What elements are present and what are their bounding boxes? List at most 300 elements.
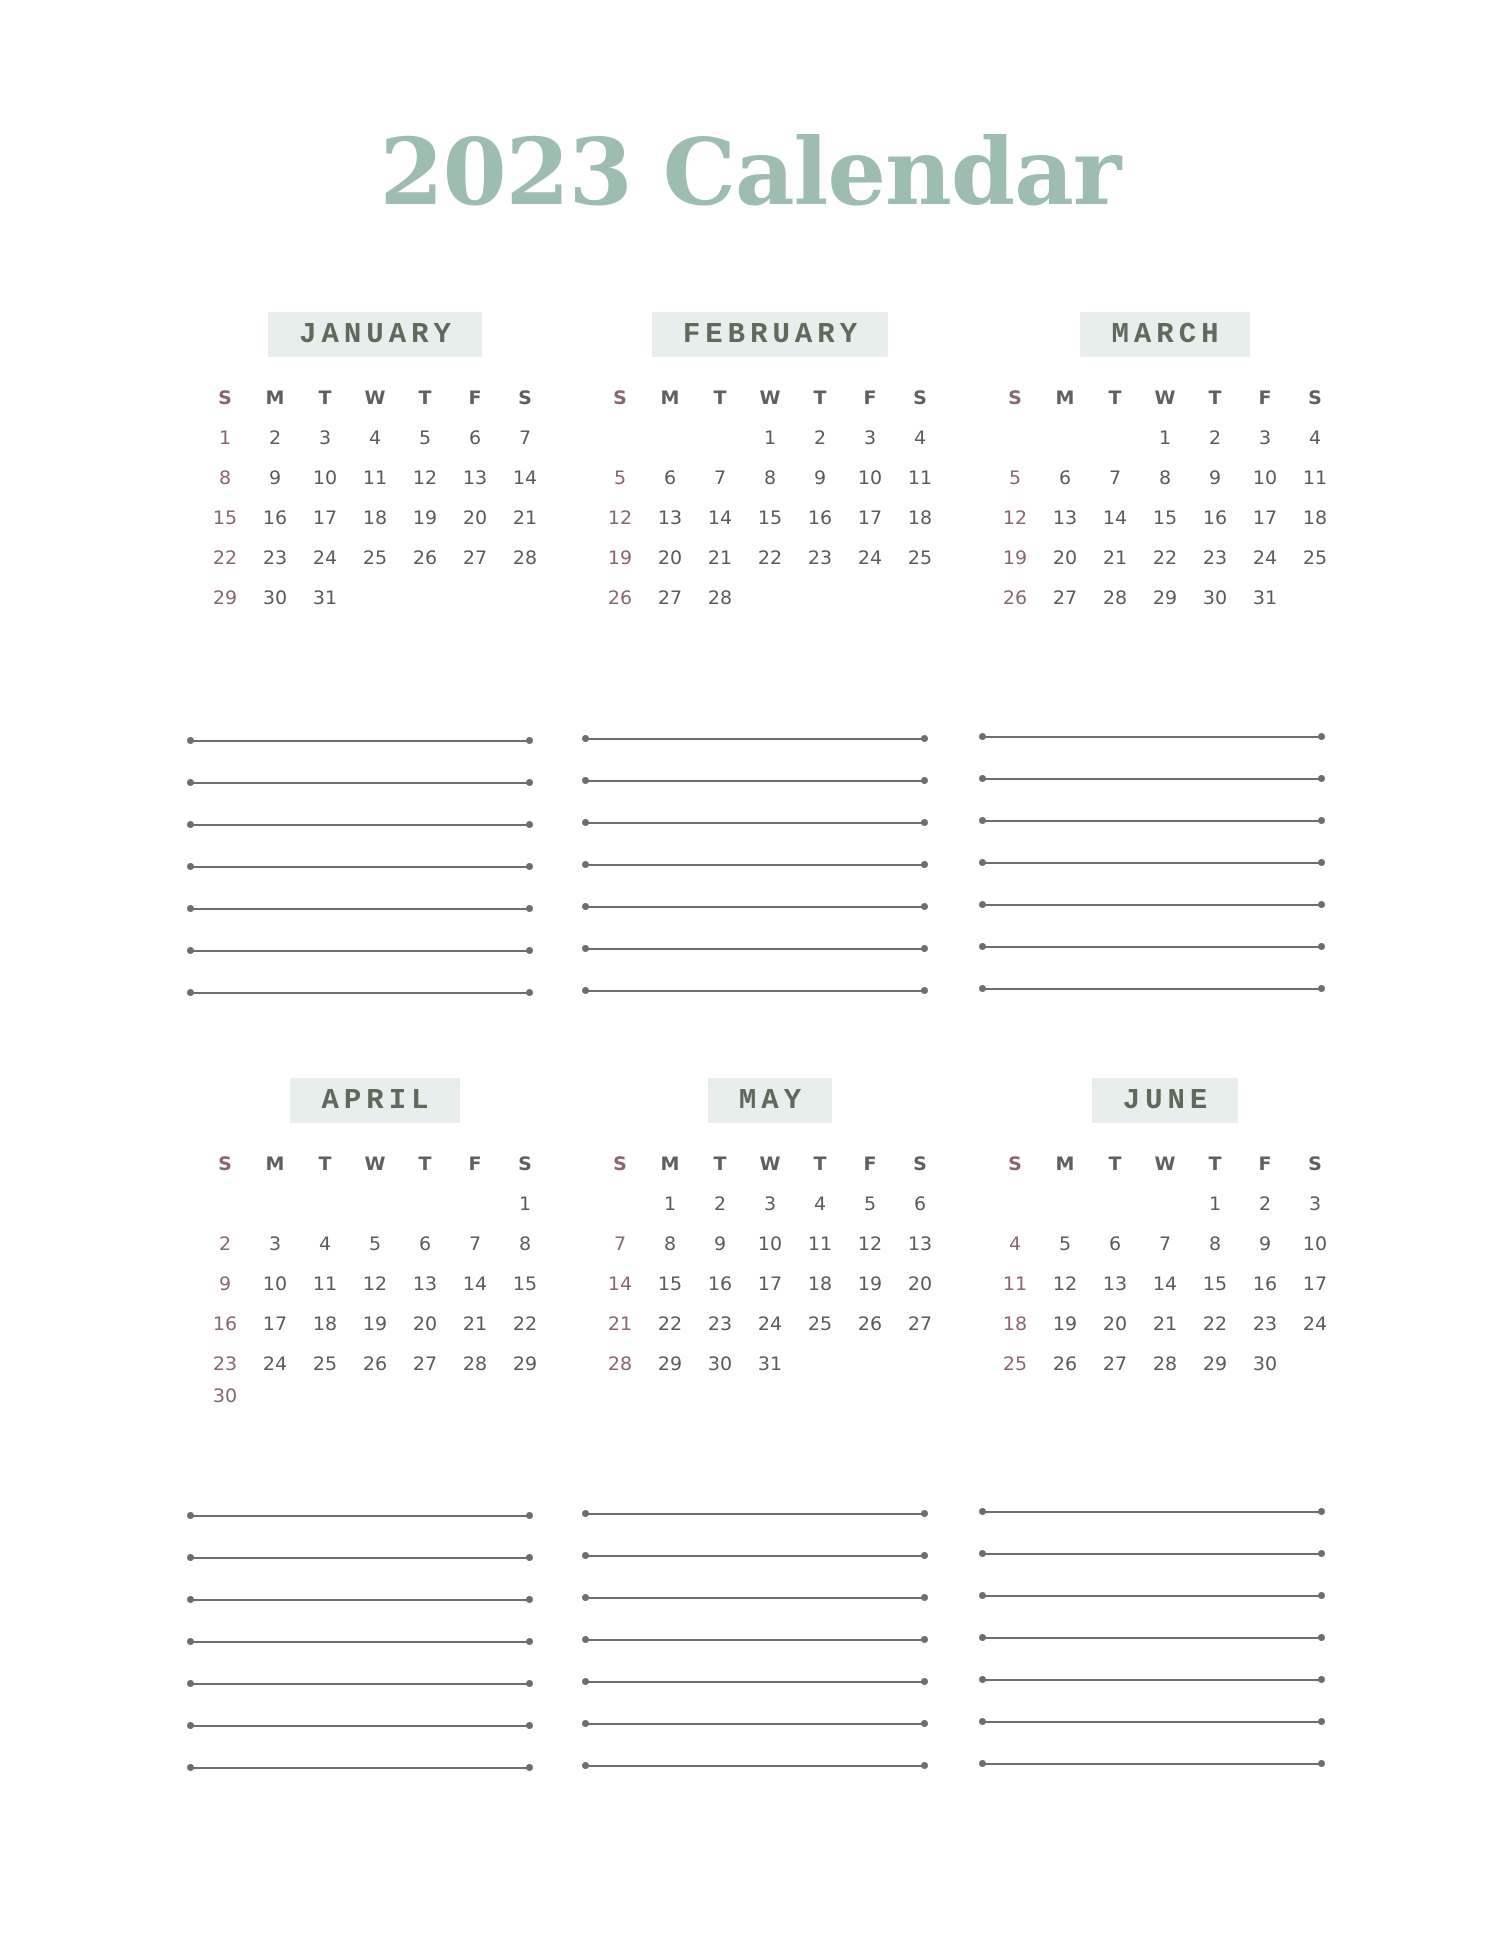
day-cell[interactable]: 13 <box>412 1273 438 1295</box>
day-cell[interactable]: 3 <box>1258 427 1272 449</box>
month-may <box>580 1078 960 1384</box>
day-cell[interactable]: 26 <box>607 587 633 609</box>
day-cell[interactable]: 23 <box>1202 547 1228 569</box>
note-line[interactable] <box>979 1763 1325 1805</box>
dot-icon <box>187 779 194 786</box>
day-cell[interactable]: 7 <box>518 427 532 449</box>
dot-icon <box>921 819 928 826</box>
note-line-rule <box>982 1763 1322 1765</box>
dot-icon <box>1318 817 1325 824</box>
note-line-rule <box>190 1515 530 1517</box>
day-cell[interactable]: 4 <box>813 1193 827 1215</box>
note-line[interactable] <box>979 1595 1325 1637</box>
day-cell[interactable]: 18 <box>907 507 933 529</box>
day-cell[interactable]: 12 <box>1002 507 1028 529</box>
note-line[interactable] <box>582 864 928 906</box>
dot-icon <box>187 1722 194 1729</box>
day-cell[interactable]: 6 <box>663 467 677 489</box>
day-cell[interactable]: 6 <box>418 1233 432 1255</box>
note-line[interactable] <box>187 866 533 908</box>
day-cell[interactable]: 15 <box>1152 507 1178 529</box>
day-cell[interactable]: 5 <box>863 1193 877 1215</box>
day-cell[interactable]: 27 <box>462 547 488 569</box>
weekday-header: S <box>913 1153 927 1175</box>
day-cell[interactable]: 30 <box>1252 1353 1278 1375</box>
day-cell[interactable]: 17 <box>312 507 338 529</box>
dot-icon <box>582 1762 589 1769</box>
day-cell[interactable]: 27 <box>657 587 683 609</box>
empty-cell <box>1040 418 1090 458</box>
day-cell[interactable]: 7 <box>713 467 727 489</box>
day-cell[interactable]: 15 <box>212 507 238 529</box>
day-cell[interactable]: 30 <box>707 1353 733 1375</box>
day-cell[interactable]: 8 <box>763 467 777 489</box>
day-cell[interactable]: 24 <box>1302 1313 1328 1335</box>
day-cell[interactable]: 30 <box>212 1385 238 1407</box>
day-cell[interactable]: 19 <box>412 507 438 529</box>
day-cell[interactable]: 4 <box>913 427 927 449</box>
dot-icon <box>921 861 928 868</box>
dot-icon <box>979 817 986 824</box>
note-line[interactable] <box>582 1513 928 1555</box>
month-label: APRIL <box>290 1078 459 1123</box>
day-cell[interactable]: 5 <box>368 1233 382 1255</box>
weekday-header: M <box>1055 387 1075 409</box>
weekday-header: T <box>1208 1153 1222 1175</box>
day-cell[interactable]: 16 <box>1252 1273 1278 1295</box>
page-title: 2023 Calendar <box>379 118 1121 226</box>
note-line-rule <box>585 738 925 740</box>
day-cell[interactable]: 14 <box>462 1273 488 1295</box>
note-line[interactable] <box>582 990 928 1032</box>
day-cell[interactable]: 24 <box>1252 547 1278 569</box>
day-cell[interactable]: 21 <box>707 547 733 569</box>
day-cell[interactable]: 29 <box>1202 1353 1228 1375</box>
day-cell[interactable]: 3 <box>268 1233 282 1255</box>
note-line-rule <box>190 782 530 784</box>
note-line[interactable] <box>187 1641 533 1683</box>
day-cell[interactable]: 8 <box>1208 1233 1222 1255</box>
day-cell[interactable]: 9 <box>218 1273 232 1295</box>
day-cell[interactable]: 2 <box>268 427 282 449</box>
note-line[interactable] <box>979 1637 1325 1679</box>
day-cell[interactable]: 28 <box>607 1353 633 1375</box>
day-cell[interactable]: 20 <box>1102 1313 1128 1335</box>
day-cell[interactable]: 27 <box>412 1353 438 1375</box>
day-cell[interactable]: 20 <box>1052 547 1078 569</box>
day-cell[interactable]: 2 <box>1208 427 1222 449</box>
day-cell[interactable]: 1 <box>1208 1193 1222 1215</box>
day-cell[interactable]: 20 <box>907 1273 933 1295</box>
day-cell[interactable]: 2 <box>1258 1193 1272 1215</box>
note-line-rule <box>585 906 925 908</box>
weekday-header: S <box>518 387 532 409</box>
dot-icon <box>921 777 928 784</box>
day-cell[interactable]: 28 <box>512 547 538 569</box>
day-cell[interactable]: 25 <box>312 1353 338 1375</box>
day-cell[interactable]: 10 <box>312 467 338 489</box>
day-cell[interactable]: 11 <box>362 467 388 489</box>
day-cell[interactable]: 9 <box>268 467 282 489</box>
dot-icon <box>1318 859 1325 866</box>
note-line[interactable] <box>582 948 928 990</box>
note-line[interactable] <box>979 946 1325 988</box>
day-cell[interactable]: 16 <box>262 507 288 529</box>
note-line[interactable] <box>979 1721 1325 1763</box>
day-cell[interactable]: 18 <box>1302 507 1328 529</box>
day-cell[interactable]: 11 <box>312 1273 338 1295</box>
day-cell[interactable]: 21 <box>607 1313 633 1335</box>
weekday-header: W <box>1154 1153 1176 1175</box>
day-cell[interactable]: 13 <box>657 507 683 529</box>
day-cell[interactable]: 3 <box>318 427 332 449</box>
day-cell[interactable]: 23 <box>807 547 833 569</box>
note-line-rule <box>190 1599 530 1601</box>
weekday-header: W <box>759 387 781 409</box>
day-cell[interactable]: 26 <box>412 547 438 569</box>
day-cell[interactable]: 23 <box>1252 1313 1278 1335</box>
dot-icon <box>979 985 986 992</box>
note-line[interactable] <box>582 738 928 780</box>
dot-icon <box>979 1718 986 1725</box>
month-label: MAY <box>708 1078 832 1123</box>
day-cell[interactable]: 13 <box>462 467 488 489</box>
note-line[interactable] <box>582 1765 928 1807</box>
day-cell[interactable]: 3 <box>763 1193 777 1215</box>
day-cell[interactable]: 5 <box>1058 1233 1072 1255</box>
day-cell[interactable]: 21 <box>512 507 538 529</box>
day-cell[interactable]: 19 <box>1052 1313 1078 1335</box>
note-line[interactable] <box>582 1681 928 1723</box>
day-cell[interactable]: 9 <box>1208 467 1222 489</box>
note-line[interactable] <box>979 1553 1325 1595</box>
day-cell[interactable]: 4 <box>1308 427 1322 449</box>
day-cell[interactable]: 5 <box>1008 467 1022 489</box>
day-cell[interactable]: 20 <box>657 547 683 569</box>
note-line[interactable] <box>187 1767 533 1809</box>
day-cell[interactable]: 1 <box>663 1193 677 1215</box>
day-cell[interactable]: 4 <box>1008 1233 1022 1255</box>
note-line[interactable] <box>582 1723 928 1765</box>
day-cell[interactable]: 6 <box>468 427 482 449</box>
day-cell[interactable]: 4 <box>318 1233 332 1255</box>
note-line[interactable] <box>187 1515 533 1557</box>
empty-cell <box>250 1184 300 1224</box>
day-cell[interactable]: 10 <box>1302 1233 1328 1255</box>
day-cell[interactable]: 10 <box>262 1273 288 1295</box>
month-january <box>185 312 565 618</box>
day-cell[interactable]: 13 <box>907 1233 933 1255</box>
day-cell[interactable]: 28 <box>707 587 733 609</box>
day-cell[interactable]: 14 <box>607 1273 633 1295</box>
note-line[interactable] <box>187 1557 533 1599</box>
day-cell[interactable]: 8 <box>1158 467 1172 489</box>
day-cell[interactable]: 3 <box>863 427 877 449</box>
day-cell[interactable]: 7 <box>1108 467 1122 489</box>
day-cell[interactable]: 22 <box>757 547 783 569</box>
day-cell[interactable]: 25 <box>807 1313 833 1335</box>
day-cell[interactable]: 22 <box>657 1313 683 1335</box>
weekday-header: F <box>863 387 877 409</box>
dot-icon <box>921 1762 928 1769</box>
note-line[interactable] <box>979 862 1325 904</box>
note-line[interactable] <box>979 778 1325 820</box>
day-cell[interactable]: 10 <box>857 467 883 489</box>
day-cell[interactable]: 10 <box>1252 467 1278 489</box>
day-cell[interactable]: 18 <box>362 507 388 529</box>
day-cell[interactable]: 5 <box>613 467 627 489</box>
day-cell[interactable]: 28 <box>462 1353 488 1375</box>
day-cell[interactable]: 21 <box>462 1313 488 1335</box>
note-line[interactable] <box>187 740 533 782</box>
day-cell[interactable]: 15 <box>757 507 783 529</box>
note-line[interactable] <box>187 950 533 992</box>
day-cell[interactable]: 9 <box>813 467 827 489</box>
day-cell[interactable]: 6 <box>1108 1233 1122 1255</box>
note-line[interactable] <box>979 820 1325 862</box>
day-cell[interactable]: 2 <box>218 1233 232 1255</box>
day-cell[interactable]: 6 <box>1058 467 1072 489</box>
note-line-rule <box>190 824 530 826</box>
day-cell[interactable]: 4 <box>368 427 382 449</box>
weekday-header: F <box>468 1153 482 1175</box>
dot-icon <box>979 1634 986 1641</box>
dot-icon <box>526 1638 533 1645</box>
note-line-rule <box>585 1513 925 1515</box>
day-cell[interactable]: 23 <box>262 547 288 569</box>
day-cell[interactable]: 12 <box>607 507 633 529</box>
note-line[interactable] <box>187 908 533 950</box>
day-cell[interactable]: 18 <box>807 1273 833 1295</box>
day-cell[interactable]: 7 <box>468 1233 482 1255</box>
note-line[interactable] <box>582 780 928 822</box>
day-cell[interactable]: 7 <box>1158 1233 1172 1255</box>
dot-icon <box>921 945 928 952</box>
dot-icon <box>187 1554 194 1561</box>
empty-cell <box>200 1184 250 1224</box>
month-grid <box>200 1144 565 1424</box>
day-cell[interactable]: 28 <box>1102 587 1128 609</box>
dot-icon <box>526 1722 533 1729</box>
day-cell[interactable]: 29 <box>1152 587 1178 609</box>
day-cell[interactable]: 31 <box>757 1353 783 1375</box>
note-line[interactable] <box>187 1683 533 1725</box>
day-cell[interactable]: 11 <box>807 1233 833 1255</box>
day-cell[interactable]: 16 <box>1202 507 1228 529</box>
day-cell[interactable]: 20 <box>462 507 488 529</box>
month-grid <box>990 1144 1355 1384</box>
day-cell[interactable]: 8 <box>518 1233 532 1255</box>
month-march <box>975 312 1355 618</box>
weekday-header: T <box>318 1153 332 1175</box>
note-line[interactable] <box>187 1725 533 1767</box>
day-cell[interactable]: 22 <box>512 1313 538 1335</box>
day-cell[interactable]: 19 <box>362 1313 388 1335</box>
notes-lines <box>582 1513 928 1807</box>
day-cell[interactable]: 24 <box>262 1353 288 1375</box>
day-cell[interactable]: 31 <box>312 587 338 609</box>
day-cell[interactable]: 12 <box>412 467 438 489</box>
day-cell[interactable]: 23 <box>212 1353 238 1375</box>
day-cell[interactable]: 17 <box>1302 1273 1328 1295</box>
dot-icon <box>921 1678 928 1685</box>
notes-lines <box>582 738 928 1032</box>
day-cell[interactable]: 22 <box>1152 547 1178 569</box>
day-cell[interactable]: 16 <box>707 1273 733 1295</box>
day-cell[interactable]: 15 <box>1202 1273 1228 1295</box>
day-cell[interactable]: 3 <box>1308 1193 1322 1215</box>
day-cell[interactable]: 29 <box>212 587 238 609</box>
weekday-header: S <box>613 387 627 409</box>
day-cell[interactable]: 5 <box>418 427 432 449</box>
day-cell[interactable]: 6 <box>913 1193 927 1215</box>
day-cell[interactable]: 16 <box>807 507 833 529</box>
day-cell[interactable]: 17 <box>857 507 883 529</box>
day-cell[interactable]: 22 <box>212 547 238 569</box>
day-cell[interactable]: 25 <box>1002 1353 1028 1375</box>
note-line[interactable] <box>187 782 533 824</box>
note-line-rule <box>982 778 1322 780</box>
note-line[interactable] <box>979 736 1325 778</box>
day-cell[interactable]: 14 <box>512 467 538 489</box>
note-line[interactable] <box>187 992 533 1034</box>
note-line[interactable] <box>187 824 533 866</box>
day-cell[interactable]: 13 <box>1052 507 1078 529</box>
note-line-rule <box>982 820 1322 822</box>
day-cell[interactable]: 14 <box>1152 1273 1178 1295</box>
weekday-header: W <box>759 1153 781 1175</box>
day-cell[interactable]: 11 <box>1002 1273 1028 1295</box>
dot-icon <box>1318 1676 1325 1683</box>
dot-icon <box>582 903 589 910</box>
day-cell[interactable]: 24 <box>312 547 338 569</box>
note-line-rule <box>585 864 925 866</box>
day-cell[interactable]: 11 <box>907 467 933 489</box>
day-cell[interactable]: 23 <box>707 1313 733 1335</box>
dot-icon <box>187 905 194 912</box>
day-cell[interactable]: 31 <box>1252 587 1278 609</box>
day-cell[interactable]: 12 <box>362 1273 388 1295</box>
day-cell[interactable]: 26 <box>857 1313 883 1335</box>
day-cell[interactable]: 21 <box>1152 1313 1178 1335</box>
day-cell[interactable]: 21 <box>1102 547 1128 569</box>
day-cell[interactable]: 1 <box>1158 427 1172 449</box>
month-grid <box>595 1144 960 1384</box>
day-cell[interactable]: 18 <box>1002 1313 1028 1335</box>
weekday-header: S <box>218 1153 232 1175</box>
day-cell[interactable]: 17 <box>757 1273 783 1295</box>
day-cell[interactable]: 15 <box>657 1273 683 1295</box>
day-cell[interactable]: 8 <box>663 1233 677 1255</box>
month-label: JUNE <box>1092 1078 1239 1123</box>
note-line[interactable] <box>582 906 928 948</box>
day-cell[interactable]: 30 <box>1202 587 1228 609</box>
day-cell[interactable]: 30 <box>262 587 288 609</box>
weekday-header: M <box>265 1153 285 1175</box>
note-line[interactable] <box>979 1511 1325 1553</box>
day-cell[interactable]: 9 <box>1258 1233 1272 1255</box>
day-cell[interactable]: 1 <box>218 427 232 449</box>
day-cell[interactable]: 1 <box>763 427 777 449</box>
day-cell[interactable]: 14 <box>707 507 733 529</box>
day-cell[interactable]: 10 <box>757 1233 783 1255</box>
day-cell[interactable]: 27 <box>1102 1353 1128 1375</box>
note-line-rule <box>585 990 925 992</box>
day-cell[interactable]: 29 <box>657 1353 683 1375</box>
weekday-header: S <box>1008 387 1022 409</box>
day-cell[interactable]: 17 <box>262 1313 288 1335</box>
empty-cell <box>1090 418 1140 458</box>
note-line-rule <box>982 1511 1322 1513</box>
note-line[interactable] <box>187 1599 533 1641</box>
day-cell[interactable]: 20 <box>412 1313 438 1335</box>
note-line[interactable] <box>979 1679 1325 1721</box>
day-cell[interactable]: 12 <box>1052 1273 1078 1295</box>
day-cell[interactable]: 25 <box>1302 547 1328 569</box>
dot-icon <box>187 1512 194 1519</box>
note-line[interactable] <box>979 904 1325 946</box>
day-cell[interactable]: 19 <box>607 547 633 569</box>
day-cell[interactable]: 19 <box>857 1273 883 1295</box>
day-cell[interactable]: 2 <box>813 427 827 449</box>
day-cell[interactable]: 26 <box>362 1353 388 1375</box>
day-cell[interactable]: 9 <box>713 1233 727 1255</box>
weekday-header: M <box>660 387 680 409</box>
day-cell[interactable]: 16 <box>212 1313 238 1335</box>
note-line[interactable] <box>582 1555 928 1597</box>
note-line[interactable] <box>582 1639 928 1681</box>
day-cell[interactable]: 2 <box>713 1193 727 1215</box>
day-cell[interactable]: 26 <box>1002 587 1028 609</box>
day-cell[interactable]: 22 <box>1202 1313 1228 1335</box>
day-cell[interactable]: 27 <box>1052 587 1078 609</box>
dot-icon <box>1318 1718 1325 1725</box>
day-cell[interactable]: 27 <box>907 1313 933 1335</box>
day-cell[interactable]: 26 <box>1052 1353 1078 1375</box>
day-cell[interactable]: 19 <box>1002 547 1028 569</box>
day-cell[interactable]: 7 <box>613 1233 627 1255</box>
day-cell[interactable]: 12 <box>857 1233 883 1255</box>
day-cell[interactable]: 24 <box>757 1313 783 1335</box>
notes-lines <box>187 740 533 1034</box>
day-cell[interactable]: 24 <box>857 547 883 569</box>
day-cell[interactable]: 8 <box>218 467 232 489</box>
weekday-header: S <box>1308 1153 1322 1175</box>
day-cell[interactable]: 18 <box>312 1313 338 1335</box>
note-line-rule <box>190 908 530 910</box>
weekday-header: S <box>613 1153 627 1175</box>
day-cell[interactable]: 25 <box>362 547 388 569</box>
note-line[interactable] <box>979 988 1325 1030</box>
weekday-header: W <box>364 387 386 409</box>
day-cell[interactable]: 17 <box>1252 507 1278 529</box>
note-line[interactable] <box>582 1597 928 1639</box>
day-cell[interactable]: 14 <box>1102 507 1128 529</box>
dot-icon <box>979 1592 986 1599</box>
note-line-rule <box>982 1679 1322 1681</box>
day-cell[interactable]: 15 <box>512 1273 538 1295</box>
day-cell[interactable]: 28 <box>1152 1353 1178 1375</box>
day-cell[interactable]: 13 <box>1102 1273 1128 1295</box>
day-cell[interactable]: 11 <box>1302 467 1328 489</box>
day-cell[interactable]: 1 <box>518 1193 532 1215</box>
dot-icon <box>582 861 589 868</box>
note-line[interactable] <box>582 822 928 864</box>
dot-icon <box>187 1638 194 1645</box>
day-cell[interactable]: 25 <box>907 547 933 569</box>
empty-cell <box>645 418 695 458</box>
day-cell[interactable]: 29 <box>512 1353 538 1375</box>
